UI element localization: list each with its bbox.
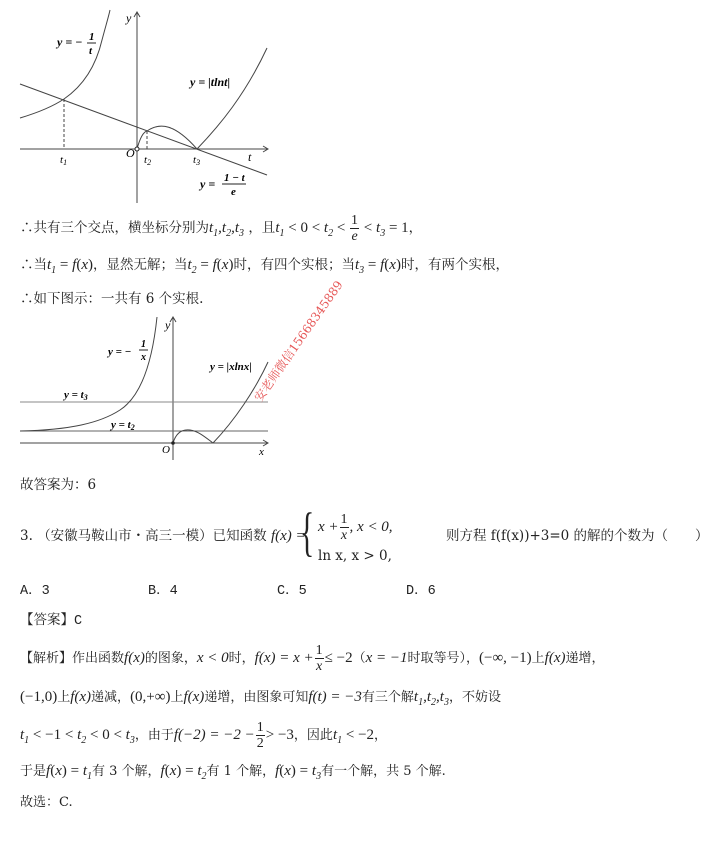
label-y-t3: y = t3 xyxy=(64,389,88,402)
origin-label: O xyxy=(126,146,135,160)
t2-label: t2 xyxy=(144,154,152,167)
curve-neg-inv-t xyxy=(20,10,110,118)
label-neg-inv-x: y = − xyxy=(108,346,132,358)
curve-abs-xlnx-left xyxy=(173,430,213,443)
analysis-line-1: 【解析】作出函数f(x)的图象，x < 0时，f(x) = x + $\frac{1}{x}$ ≤ −2（x = −1时取等号），(−∞, −1)上f(x)递增， xyxy=(20,643,605,674)
option-d[interactable]: D．6 xyxy=(406,584,436,599)
label-line-den: e xyxy=(231,186,236,198)
graph-t-intersections xyxy=(0,0,320,210)
label-abs-xlnx: y = |xlnx| xyxy=(210,361,252,373)
label-line-num: 1 − t xyxy=(224,172,245,184)
option-a[interactable]: A．3 xyxy=(20,584,50,599)
curve-abs-tlnt-right xyxy=(197,48,267,149)
text-cases: ∴当$t_1 = f(x)$，显然无解；当$t_2 = f(x)$时，有四个实根；当$t_3 = f(x)$时，有两个实根， xyxy=(20,257,509,276)
label-y-t2: y = t2 xyxy=(111,419,135,432)
analysis-conclusion: 故选：C. xyxy=(20,795,73,810)
origin-label: O xyxy=(162,444,170,456)
option-b[interactable]: B．4 xyxy=(148,584,178,599)
y-axis-label: y xyxy=(126,11,132,25)
piecewise-brace: { xyxy=(300,502,315,562)
label-neg-inv-x-num: 1 xyxy=(141,339,146,350)
answer-value: C xyxy=(74,614,83,629)
answer-tag: 【答案】 xyxy=(20,612,74,628)
analysis-line-4: 于是$f(x) = t_1$有 3 个解，$f(x) = t_2$有 1 个解，$f(x) = t_3$有一个解，共 5 个解. xyxy=(20,763,446,782)
answer-line xyxy=(20,611,82,631)
function-name: f(x) = xyxy=(270,528,306,544)
option-c[interactable]: C．5 xyxy=(277,584,307,599)
t3-label: t3 xyxy=(193,154,201,167)
label-line: y = xyxy=(200,177,216,191)
label-neg-inv-t-den: t xyxy=(89,45,93,57)
question-number: 3. xyxy=(20,528,33,544)
label-neg-inv-t: y = − xyxy=(57,35,83,49)
watermark: 安老师微信15668345889 xyxy=(251,278,346,405)
t-axis-label: t xyxy=(248,150,252,164)
piecewise-case-1: x + $\frac{1}{x}$ , x < 0, xyxy=(318,512,393,543)
y-axis-label: y xyxy=(165,318,171,332)
origin-hole xyxy=(135,147,139,151)
label-abs-tlnt: y = |tlnt| xyxy=(190,75,231,89)
analysis-line-3: $t_1 < -1 < t_2 < 0 < t_3$，由于f(−2) = −2 − $\frac{1}{2}$ > −3，因此$t_1 < -2$， xyxy=(20,720,388,751)
previous-answer: 故答案为：6 xyxy=(20,477,97,493)
text-six-roots: ∴如下图示：一共有 6 个实根. xyxy=(20,291,204,307)
analysis-line-2: (−1,0)上f(x)递减，(0,+∞)上f(x)递增，由图象可知f(t) = −3有三个解$t_1,t_2,t_3$，不妨设 xyxy=(20,689,501,708)
text-intersections: ∴共有三个交点，横坐标分别为$t_1,t_2,t_3$ ，且$t_1 < 0 < t_2$ < $\frac{1}{e}$ < $t_3 = 1$， xyxy=(20,213,423,244)
label-neg-inv-t-num: 1 xyxy=(89,31,95,43)
question-source: （安徽马鞍山市・高三一模）已知函数 xyxy=(37,528,267,544)
x-axis-label: x xyxy=(259,446,264,458)
t1-label: t1 xyxy=(60,154,68,167)
question-tail: 则方程 f(f(x))+3=0 的解的个数为（ ） xyxy=(446,528,709,544)
piecewise-case-2: ln x, x > 0, xyxy=(318,548,392,564)
curve-neg-inv-x xyxy=(20,317,157,431)
label-neg-inv-x-den: x xyxy=(141,352,146,363)
